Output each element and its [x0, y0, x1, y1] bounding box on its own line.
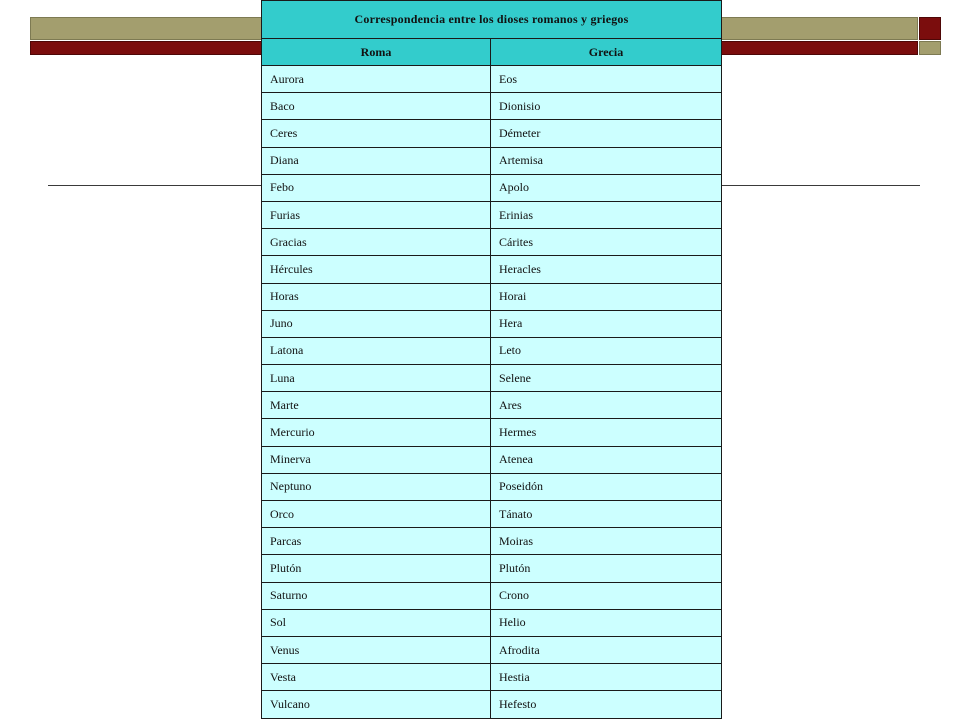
greek-god-cell: Hestia: [491, 664, 722, 691]
table-row: [262, 473, 722, 500]
table-row: [262, 446, 722, 473]
greek-god-cell: Hermes: [491, 419, 722, 446]
greek-god-cell: Tánato: [491, 501, 722, 528]
greek-god-cell: Leto: [491, 337, 722, 364]
roman-god-cell: Marte: [262, 392, 491, 419]
roman-god-cell: Orco: [262, 501, 491, 528]
roman-god-cell: Vulcano: [262, 691, 491, 718]
roman-god-cell: Gracias: [262, 229, 491, 256]
greek-god-cell: Cárites: [491, 229, 722, 256]
table-row: [262, 174, 722, 201]
roman-god-cell: Aurora: [262, 66, 491, 93]
roman-god-cell: Saturno: [262, 582, 491, 609]
table-row: [262, 147, 722, 174]
greek-god-cell: Crono: [491, 582, 722, 609]
greek-god-cell: Dionisio: [491, 93, 722, 120]
greek-god-cell: Atenea: [491, 446, 722, 473]
roman-god-cell: Latona: [262, 337, 491, 364]
roman-god-cell: Sol: [262, 609, 491, 636]
greek-god-cell: Heracles: [491, 256, 722, 283]
gods-table-container: [261, 0, 721, 719]
greek-god-cell: Poseidón: [491, 473, 722, 500]
greek-god-cell: Horai: [491, 283, 722, 310]
column-header-roma: Roma: [262, 39, 491, 66]
table-row: [262, 201, 722, 228]
roman-god-cell: Neptuno: [262, 473, 491, 500]
roman-god-cell: Plutón: [262, 555, 491, 582]
table-row: [262, 337, 722, 364]
table-row: [262, 66, 722, 93]
table-row: [262, 392, 722, 419]
greek-god-cell: Ares: [491, 392, 722, 419]
table-row: [262, 691, 722, 718]
greek-god-cell: Erinias: [491, 201, 722, 228]
gods-correspondence-table: [261, 0, 722, 719]
greek-god-cell: Helio: [491, 609, 722, 636]
table-title: Correspondencia entre los dioses romanos y griegos: [262, 1, 722, 39]
roman-god-cell: Baco: [262, 93, 491, 120]
greek-god-cell: Eos: [491, 66, 722, 93]
table-row: [262, 310, 722, 337]
table-row: [262, 582, 722, 609]
olive-corner-square: [919, 41, 941, 55]
table-row: [262, 501, 722, 528]
greek-god-cell: Hera: [491, 310, 722, 337]
roman-god-cell: Juno: [262, 310, 491, 337]
greek-god-cell: Afrodita: [491, 636, 722, 663]
table-row: [262, 365, 722, 392]
greek-god-cell: Moiras: [491, 528, 722, 555]
table-row: [262, 555, 722, 582]
table-row: [262, 636, 722, 663]
roman-god-cell: Luna: [262, 365, 491, 392]
roman-god-cell: Parcas: [262, 528, 491, 555]
roman-god-cell: Mercurio: [262, 419, 491, 446]
table-row: [262, 229, 722, 256]
greek-god-cell: Démeter: [491, 120, 722, 147]
table-row: [262, 664, 722, 691]
roman-god-cell: Minerva: [262, 446, 491, 473]
table-row: [262, 256, 722, 283]
column-header-grecia: Grecia: [491, 39, 722, 66]
table-row: [262, 283, 722, 310]
maroon-corner-square: [919, 17, 941, 40]
greek-god-cell: Apolo: [491, 174, 722, 201]
table-row: [262, 419, 722, 446]
roman-god-cell: Venus: [262, 636, 491, 663]
table-row: [262, 528, 722, 555]
roman-god-cell: Furias: [262, 201, 491, 228]
table-row: [262, 93, 722, 120]
greek-god-cell: Selene: [491, 365, 722, 392]
roman-god-cell: Vesta: [262, 664, 491, 691]
greek-god-cell: Hefesto: [491, 691, 722, 718]
roman-god-cell: Febo: [262, 174, 491, 201]
greek-god-cell: Artemisa: [491, 147, 722, 174]
roman-god-cell: Ceres: [262, 120, 491, 147]
table-title-row: [262, 1, 722, 39]
greek-god-cell: Plutón: [491, 555, 722, 582]
roman-god-cell: Diana: [262, 147, 491, 174]
table-row: [262, 120, 722, 147]
table-header-row: [262, 39, 722, 66]
roman-god-cell: Hércules: [262, 256, 491, 283]
table-row: [262, 609, 722, 636]
roman-god-cell: Horas: [262, 283, 491, 310]
